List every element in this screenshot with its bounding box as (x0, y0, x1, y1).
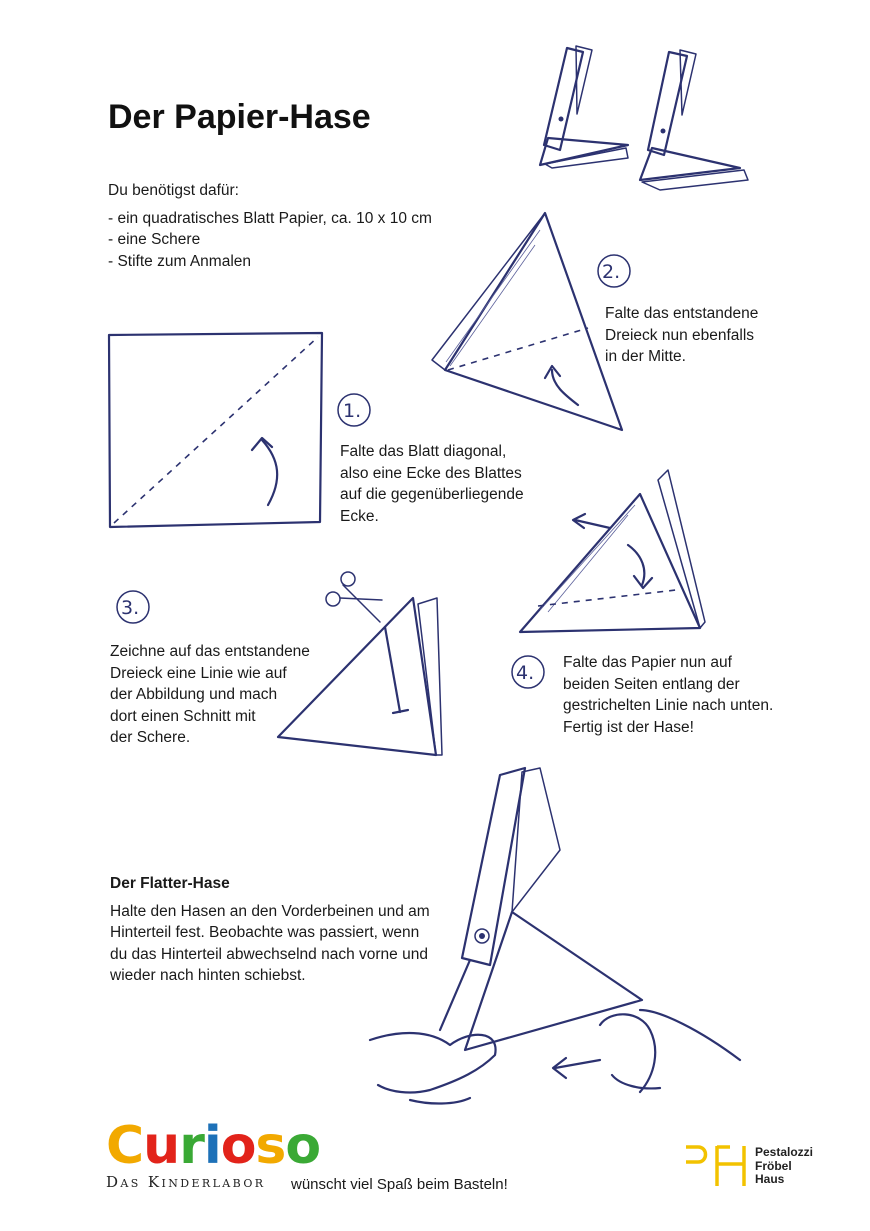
logo-letter: o (285, 1116, 321, 1176)
step-4-text: Falte das Papier nun auf beiden Seiten entlang der gestrichelten Linie nach unten. Fertig ist der Hase! (563, 654, 774, 736)
logo-letter: s (255, 1116, 286, 1176)
step-2-text: Falte das entstandene Dreieck nun ebenfalls in der Mitte. (605, 305, 759, 365)
step-3-number: 3. (121, 597, 140, 619)
page-title: Der Papier-Hase (108, 98, 371, 136)
logo-letter: r (179, 1116, 204, 1176)
step-2-number: 2. (602, 261, 621, 283)
step-4-drawing (520, 470, 705, 632)
flatter-heading: Der Flatter-Hase (110, 875, 230, 892)
material-item: - Stifte zum Anmalen (108, 252, 252, 270)
bunny-sketch-right (640, 50, 748, 190)
pfh-line: Pestalozzi (755, 1145, 814, 1159)
step-3-drawing (278, 572, 442, 755)
materials-heading: Du benötigst dafür: (108, 182, 239, 199)
material-item: - eine Schere (108, 231, 201, 248)
logo-subtitle (106, 1173, 265, 1191)
pfh-logo-text (755, 1146, 813, 1187)
curioso-logo (106, 1118, 320, 1174)
step-1-number: 1. (343, 400, 362, 422)
logo-letter: C (106, 1116, 144, 1176)
footer-tagline: wünscht viel Spaß beim Basteln! (291, 1176, 508, 1193)
scissors-icon (326, 572, 382, 622)
material-item: - ein quadratisches Blatt Papier, ca. 10 x 10 cm (108, 209, 432, 227)
logo-letter: i (203, 1116, 221, 1176)
pfh-logo-mark (684, 1144, 750, 1188)
logo-letter: u (143, 1116, 180, 1176)
bunny-sketch-left (540, 46, 628, 168)
flatter-text: Halte den Hasen an den Vorderbeinen und am Hinterteil fest. Beobachte was passiert, wenn du das Hinterteil abwechselnd nach vorne und wieder nach hinten schiebst. (110, 902, 430, 984)
step-3-text: Zeichne auf das entstandene Dreieck eine Linie wie auf der Abbildung und mach dort einen Schnitt mit der Schere. (110, 643, 310, 746)
pfh-line: Fröbel (755, 1158, 792, 1173)
step-2-drawing (432, 213, 622, 430)
flatter-hase-drawing (370, 768, 740, 1104)
pfh-line: Haus (755, 1172, 785, 1186)
curl-arrow-icon (262, 440, 277, 505)
logo-subtitle-text: Das Kinderlabor (106, 1173, 266, 1191)
step-4-number: 4. (516, 662, 535, 684)
step-1-drawing (109, 333, 322, 527)
logo-letter: o (220, 1116, 256, 1176)
step-1-text: Falte das Blatt diagonal, also eine Ecke des Blattes auf die gegenüberliegende Ecke. (340, 443, 524, 525)
